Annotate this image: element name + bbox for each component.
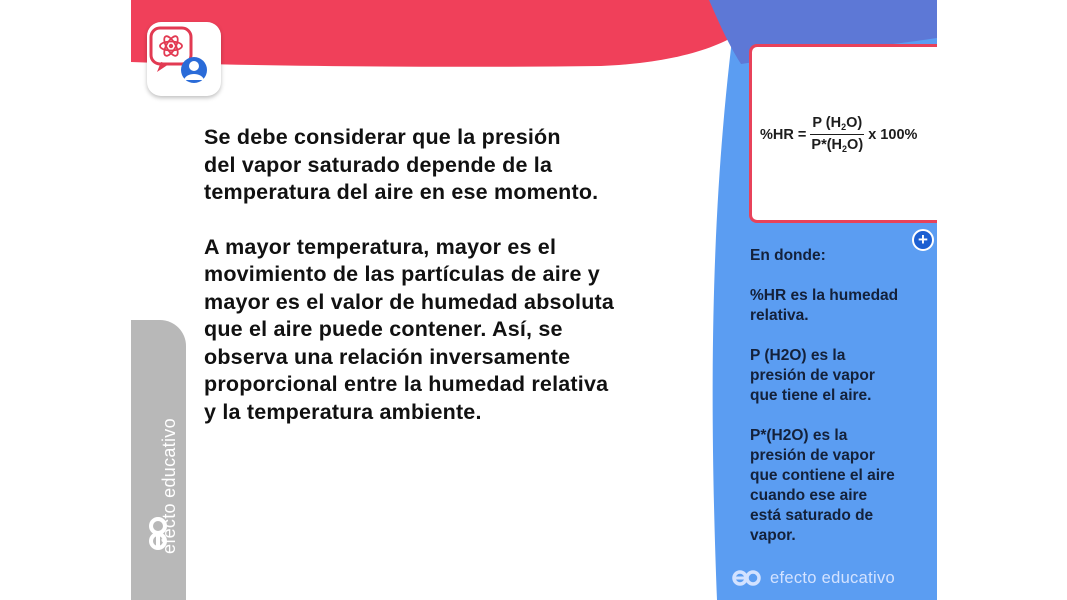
- side-brand-tab: [131, 320, 186, 600]
- ea-footer-logo-icon: [732, 568, 762, 588]
- paragraph-temperature: A mayor temperatura, mayor es el movimiento de las partículas de aire y mayor es el valor de humedad absoluta que el aire puede contener. Así, se observa una relación inversamente proporcional entre la humedad relativa y la temperatura ambiente.: [204, 234, 615, 424]
- formula-lhs: %HR =: [760, 126, 807, 143]
- main-content: [204, 124, 674, 426]
- legend-item-psat: P*(H2O) es la presión de vapor que contiene el aire cuando ese aire está saturado de vapor.: [750, 427, 895, 544]
- formula-rhs: x 100%: [868, 126, 918, 143]
- paragraph-pressure: Se debe considerar que la presión del vapor saturado depende de la temperatura del aire en ese momento.: [204, 125, 599, 204]
- legend-item-p: P (H2O) es la presión de vapor que tiene el aire.: [750, 347, 875, 404]
- relative-humidity-formula: [760, 115, 917, 154]
- slide: [131, 0, 937, 600]
- legend-intro: En donde:: [750, 247, 826, 264]
- app-logo[interactable]: [147, 22, 221, 96]
- formula-denominator: $P*(H_2O)$: [811, 137, 864, 154]
- formula-numerator: P $(H_2O)$: [810, 115, 864, 135]
- formula-legend: [750, 246, 930, 546]
- header-red-wave: [131, 0, 771, 67]
- chemistry-bubble-icon: [147, 22, 221, 96]
- side-brand-label: efecto educativo: [159, 418, 179, 554]
- legend-item-hr: %HR es la humedad relativa.: [750, 287, 899, 324]
- footer-brand-label: efecto educativo: [770, 568, 895, 587]
- formula-box: [749, 44, 937, 223]
- footer-brand: [732, 568, 895, 588]
- formula-fraction: [810, 115, 864, 154]
- plus-icon[interactable]: +: [912, 229, 934, 251]
